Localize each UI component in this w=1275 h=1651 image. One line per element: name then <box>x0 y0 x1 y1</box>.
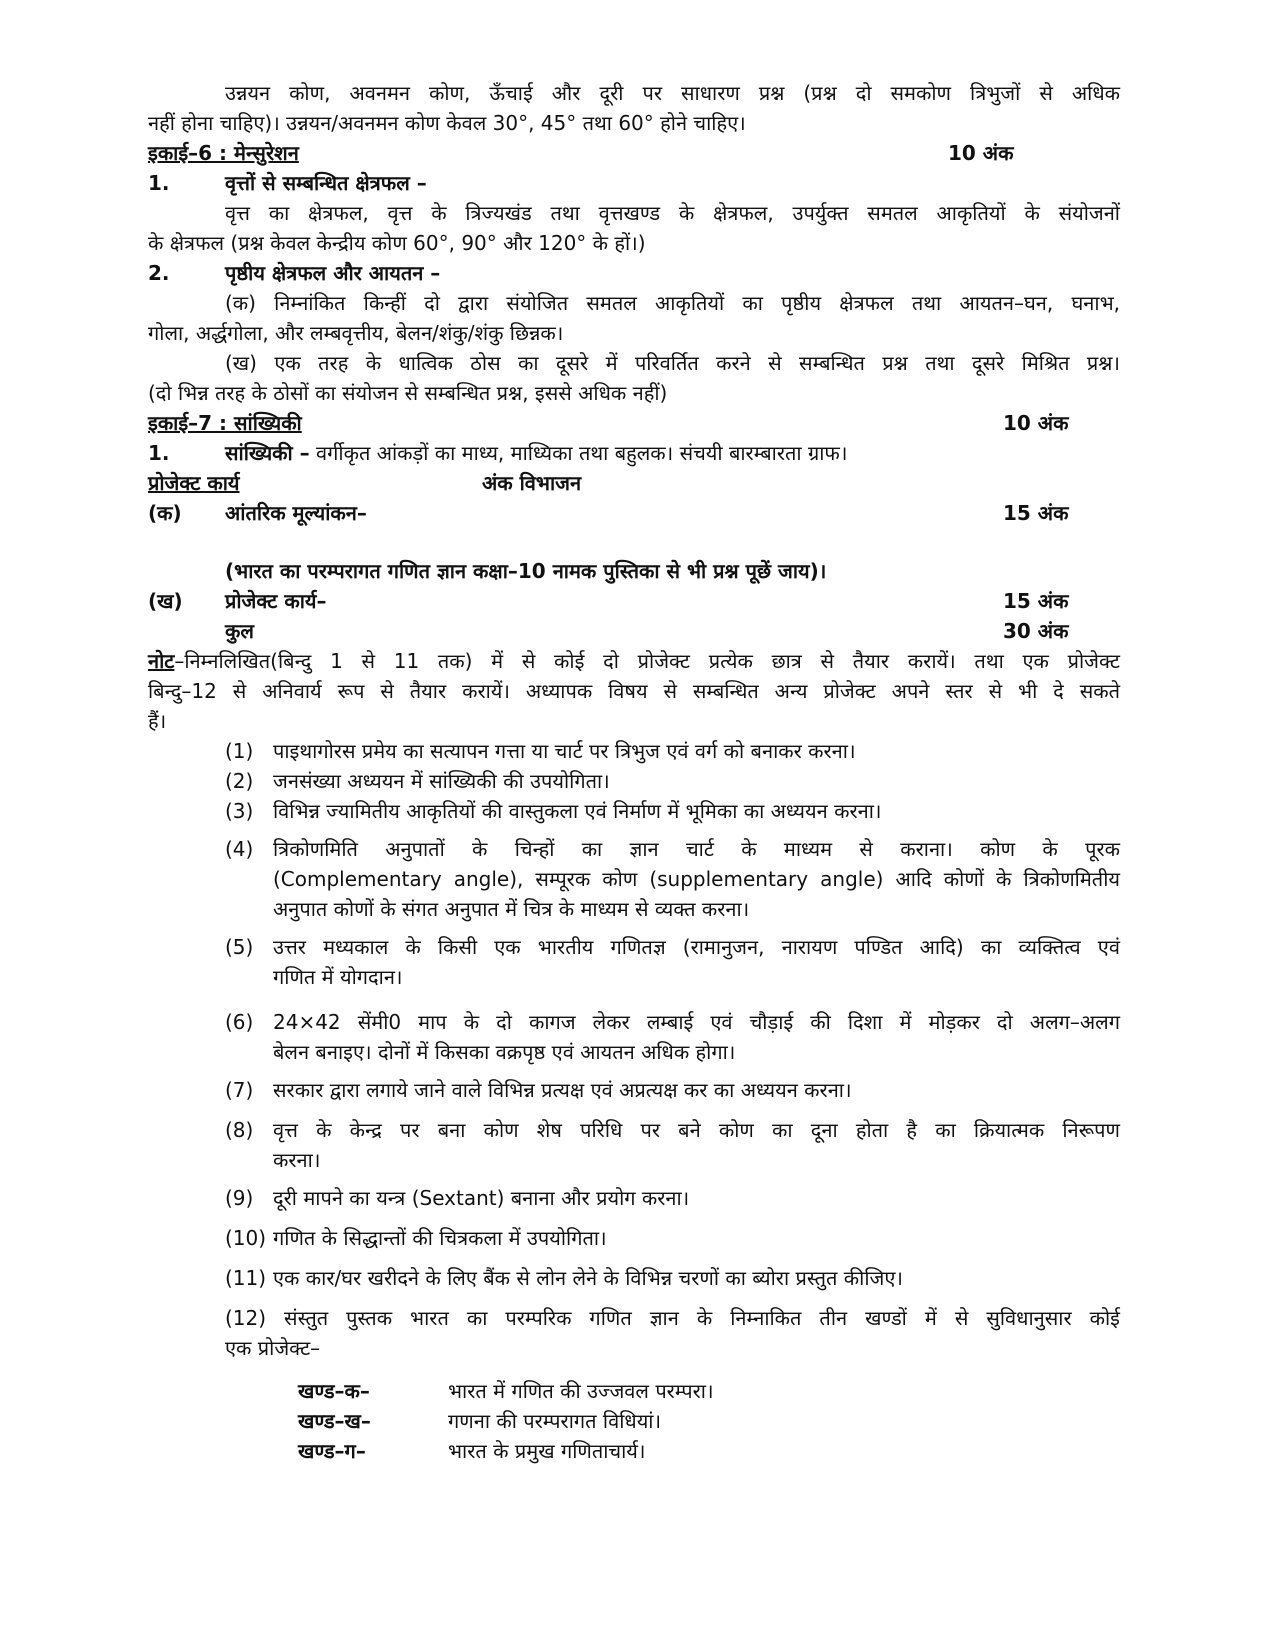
list-item-line: 24×42 सेंमी0 माप के दो कागज लेकर लम्बाई एवं चौड़ाई की दिशा में मोड़कर दो अलग–अलग <box>273 1010 1120 1034</box>
list-item <box>273 834 1120 924</box>
list-item: एक कार/घर खरीदने के लिए बैंक से लोन लेने के विभिन्न चरणों का ब्योरा प्रस्तुत कीजिए। <box>273 1266 903 1290</box>
list-item: गणित के सिद्धान्तों की चित्रकला में उपयोगिता। <box>273 1226 607 1250</box>
khand-text: भारत में गणित की उज्जवल परम्परा। <box>448 1379 714 1403</box>
list-item-line: (Complementary angle), सम्पूरक कोण (supplementary angle) आदि कोणों के त्रिकोणमितीय <box>273 867 1120 891</box>
item-number: (6) <box>225 1010 254 1034</box>
unit6-title: इकाई–6 : मेन्सुरेशन <box>148 141 299 165</box>
item-number: (5) <box>225 935 254 959</box>
unit6-s2-number: 2. <box>148 261 170 285</box>
unit6-s2-title: पृष्ठीय क्षेत्रफल और आयतन – <box>225 261 441 285</box>
note-line-1 <box>148 646 1120 676</box>
list-item-line: त्रिकोणमिति अनुपातों के चिन्हों का ज्ञान चार्ट के माध्यम से कराना। कोण के पूरक <box>273 837 1120 861</box>
project-division: अंक विभाजन <box>482 471 582 495</box>
note-line-2: बिन्दु–12 से अनिवार्य रूप से तैयार करायें। अध्यापक विषय से सम्बन्धित अन्य प्रोजेक्ट अपने स्तर से भी दे सकते <box>148 679 1120 703</box>
project-total-marks: 30 अंक <box>1003 619 1069 643</box>
item-number: (8) <box>225 1118 254 1142</box>
item-number: (9) <box>225 1186 254 1210</box>
list-item <box>273 932 1120 992</box>
khand-text: भारत के प्रमुख गणिताचार्य। <box>448 1439 646 1463</box>
item-number: (7) <box>225 1078 254 1102</box>
project-a-note: (भारत का परम्परागत गणित ज्ञान कक्षा–10 नामक पुस्तिका से भी प्रश्न पूछें जाय)। <box>225 559 827 583</box>
khand-label: खण्ड–ख– <box>298 1409 371 1433</box>
khand-text: गणना की परम्परागत विधियां। <box>448 1409 662 1433</box>
item-number: (2) <box>225 769 254 793</box>
list-item <box>273 1007 1120 1067</box>
unit7-title: इकाई–7 : सांख्यिकी <box>148 411 302 435</box>
unit7-s1-number: 1. <box>148 441 170 465</box>
project-a-marks: 15 अंक <box>1003 501 1069 525</box>
unit6-s1-title: वृत्तों से सम्बन्धित क्षेत्रफल – <box>225 171 427 195</box>
item-number: (3) <box>225 799 254 823</box>
project-a-title: आंतरिक मूल्यांकन– <box>225 501 367 525</box>
unit6-s1-line-1: वृत्त का क्षेत्रफल, वृत्त के त्रिज्यखंड तथा वृत्तखण्ड के क्षेत्रफल, उपर्युक्त समतल आकृतियों के संयोजनों <box>225 201 1120 225</box>
list-item-line: करना। <box>273 1148 321 1172</box>
project-a-number: (क) <box>148 501 182 525</box>
list-item: दूरी मापने का यन्त्र (Sextant) बनाना और प्रयोग करना। <box>273 1186 690 1210</box>
list-item-line: उत्तर मध्यकाल के किसी एक भारतीय गणितज्ञ (रामानुजन, नारायण पण्डित आदि) का व्यक्तित्व एवं <box>273 935 1120 959</box>
list-item <box>273 1115 1120 1175</box>
item-12-line-1: (12) संस्तुत पुस्तक भारत का परम्परिक गणित ज्ञान के निम्नाकित तीन खण्डों में से सुविधानुसार कोई <box>225 1306 1120 1330</box>
unit6-s1-line-2: के क्षेत्रफल (प्रश्न केवल केन्द्रीय कोण 60°, 90° और 120° के हों।) <box>148 231 646 255</box>
intro-line-2: नहीं होना चाहिए)। उन्नयन/अवनमन कोण केवल 30°, 45° तथा 60° होने चाहिए। <box>148 111 746 135</box>
unit6-s2a-line-2: गोला, अर्द्धगोला, और लम्बवृत्तीय, बेलन/शंकु/शंकु छिन्नक। <box>148 321 564 345</box>
note-line-3: हैं। <box>148 709 167 733</box>
unit7-s1 <box>225 438 847 468</box>
list-item-line: बेलन बनाइए। दोनों में किसका वक्रपृष्ठ एवं आयतन अधिक होगा। <box>273 1040 736 1064</box>
list-item: पाइथागोरस प्रमेय का सत्यापन गत्ता या चार्ट पर त्रिभुज एवं वर्ग को बनाकर करना। <box>273 739 856 763</box>
item-number: (4) <box>225 837 254 861</box>
khand-label: खण्ड–ग– <box>298 1439 366 1463</box>
note-text-1: –निम्नलिखित(बिन्दु 1 से 11 तक) में से कोई दो प्रोजेक्ट प्रत्येक छात्र से तैयार करायें। तथा एक प्रोजेक्ट <box>174 649 1120 673</box>
project-title: प्रोजेक्ट कार्य <box>148 471 240 495</box>
item-number: (10) <box>225 1226 267 1250</box>
list-item: सरकार द्वारा लगाये जाने वाले विभिन्न प्रत्यक्ष एवं अप्रत्यक्ष कर का अध्ययन करना। <box>273 1078 852 1102</box>
list-item-line: अनुपात कोणों के संगत अनुपात में चित्र के माध्यम से व्यक्त करना। <box>273 897 750 921</box>
unit7-marks: 10 अंक <box>1003 411 1069 435</box>
project-total-label: कुल <box>225 619 254 643</box>
unit6-s2b-line-2: (दो भिन्न तरह के ठोसों का संयोजन से सम्बन्धित प्रश्न, इससे अधिक नहीं) <box>148 381 668 405</box>
unit6-marks: 10 अंक <box>948 141 1014 165</box>
list-item-line: वृत्त के केन्द्र पर बना कोण शेष परिधि पर बने कोण का दूना होता है का क्रियात्मक निरूपण <box>273 1118 1120 1142</box>
unit6-s2b-line-1: (ख) एक तरह के धात्विक ठोस का दूसरे में परिवर्तित करने से सम्बन्धित प्रश्न तथा दूसरे मिश्रित प्रश्न। <box>225 351 1120 375</box>
item-number: (11) <box>225 1266 267 1290</box>
list-item: जनसंख्या अध्ययन में सांख्यिकी की उपयोगिता। <box>273 769 610 793</box>
item-12-line-2: एक प्रोजेक्ट– <box>225 1336 321 1360</box>
item-number: (1) <box>225 739 254 763</box>
unit7-s1-text: वर्गीकृत आंकड़ों का माध्य, माध्यिका तथा बहुलक। संचयी बारम्बारता ग्राफ। <box>316 441 848 465</box>
list-item: विभिन्न ज्यामितीय आकृतियों की वास्तुकला एवं निर्माण में भूमिका का अध्ययन करना। <box>273 799 882 823</box>
list-item-line: गणित में योगदान। <box>273 965 403 989</box>
project-b-number: (ख) <box>148 589 183 613</box>
project-b-title: प्रोजेक्ट कार्य– <box>225 589 327 613</box>
note-label: नोट <box>148 649 175 673</box>
unit6-s2a-line-1: (क) निम्नांकित किन्हीं दो द्वारा संयोजित समतल आकृतियों का पृष्ठीय क्षेत्रफल तथा आयतन–घन, घनाभ, <box>225 291 1120 315</box>
khand-label: खण्ड–क– <box>298 1379 370 1403</box>
intro-line-1: उन्नयन कोण, अवनमन कोण, ऊँचाई और दूरी पर साधारण प्रश्न (प्रश्न दो समकोण त्रिभुजों से अधिक <box>225 81 1120 105</box>
unit6-s1-number: 1. <box>148 171 170 195</box>
project-b-marks: 15 अंक <box>1003 589 1069 613</box>
unit7-s1-title: सांख्यिकी – <box>225 441 310 465</box>
